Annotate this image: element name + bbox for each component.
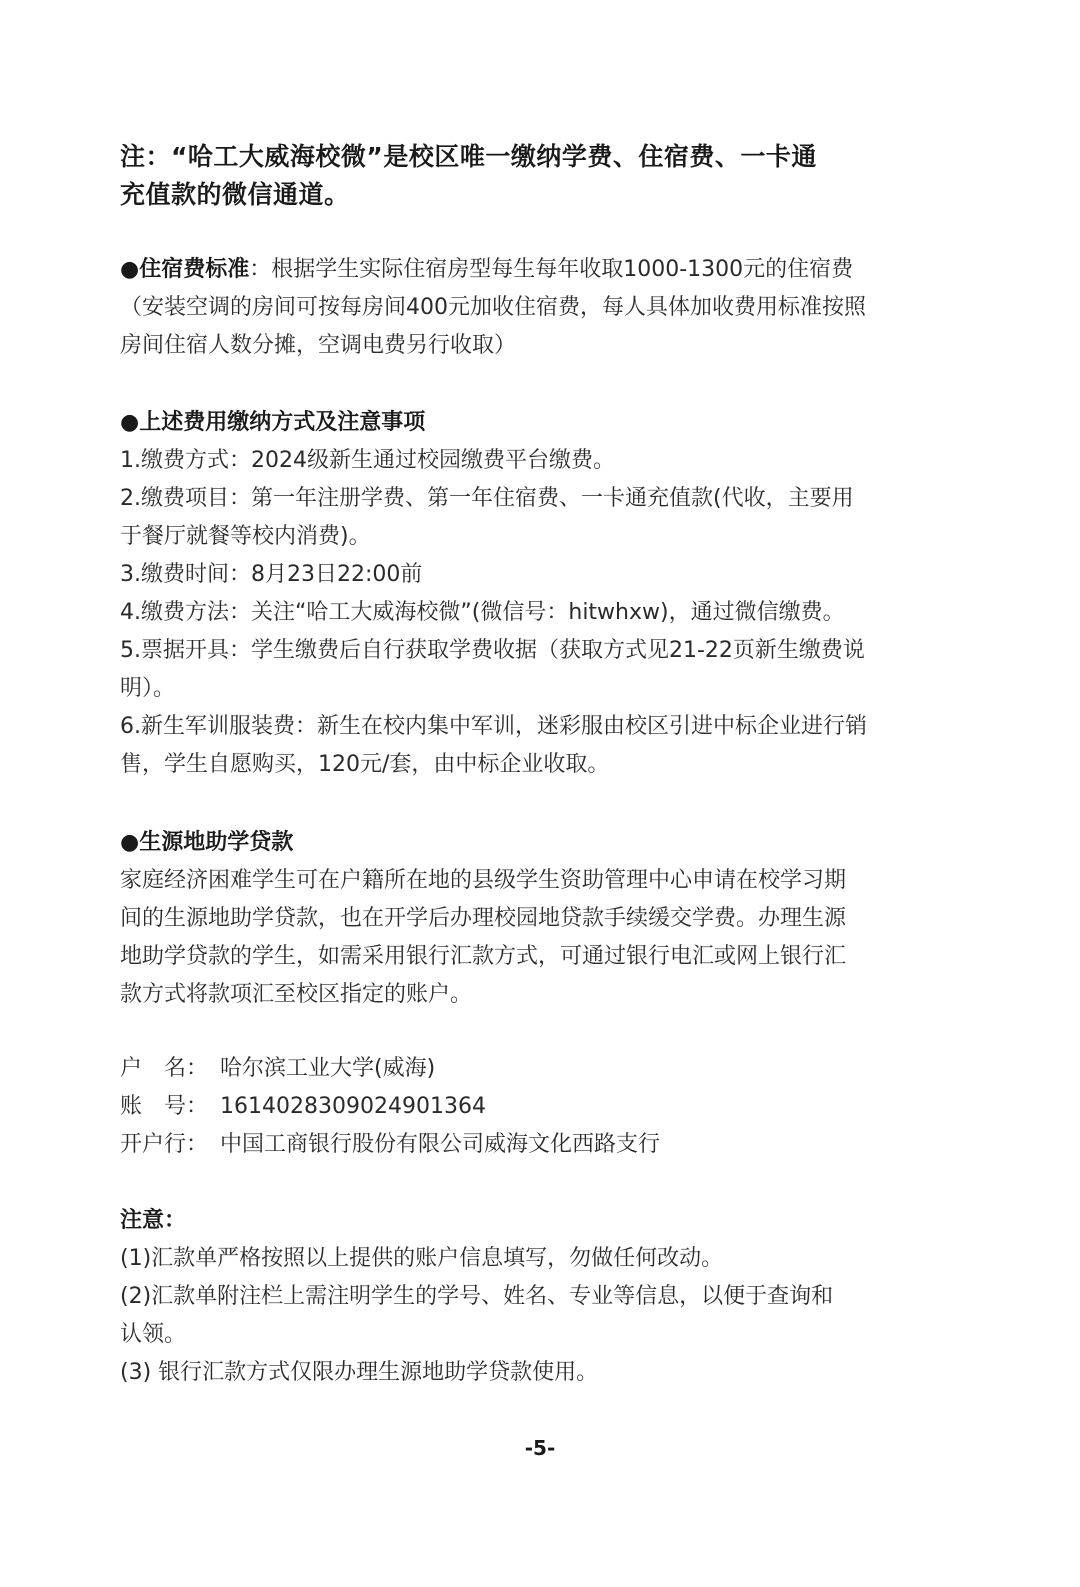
attention-line: (3) 银行汇款方式仅限办理生源地助学贷款使用。 [120, 1360, 599, 1385]
payment-item: 4.缴费方法：关注“哈工大威海校微”(微信号：hitwhxw)，通过微信缴费。 [120, 600, 845, 625]
note-heading [120, 138, 950, 214]
accommodation-section [120, 251, 950, 365]
account-number-value: 1614028309024901364 [220, 1094, 486, 1119]
payment-section [120, 404, 950, 784]
accommodation-first-line [120, 251, 950, 289]
page-number: -5- [524, 1436, 556, 1460]
bullet-icon: ● [120, 257, 140, 282]
loan-line: 家庭经济困难学生可在户籍所在地的县级学生资助管理中心申请在校学习期 [120, 868, 847, 893]
payment-item: 1.缴费方式：2024级新生通过校园缴费平台缴费。 [120, 448, 615, 473]
account-name-value: 哈尔滨工业大学(威海) [220, 1056, 436, 1081]
accommodation-line: （安装空调的房间可按每房间400元加收住宿费，每人具体加收费用标准按照 [120, 295, 866, 320]
payment-item: 2.缴费项目：第一年注册学费、第一年住宿费、一卡通充值款(代收，主要用 [120, 486, 854, 511]
payment-title: ●上述费用缴纳方式及注意事项 [120, 410, 426, 435]
attention-line: (2)汇款单附注栏上需注明学生的学号、姓名、专业等信息，以便于查询和 [120, 1284, 834, 1309]
account-number-row [120, 1088, 950, 1126]
payment-item: 明）。 [120, 676, 176, 701]
payment-item: 6.新生军训服装费：新生在校内集中军训，迷彩服由校区引进中标企业进行销 [120, 714, 867, 739]
accommodation-line: 房间住宿人数分摊，空调电费另行收取） [120, 333, 517, 358]
account-number-label: 账 号： [120, 1094, 209, 1119]
attention-line: (1)汇款单严格按照以上提供的账户信息填写，勿做任何改动。 [120, 1246, 724, 1271]
account-bank-label: 开户行： [120, 1132, 209, 1157]
accommodation-text: 根据学生实际住宿房型每生每年收取1000-1300元的住宿费 [271, 257, 854, 282]
account-name-label: 户 名： [120, 1056, 209, 1081]
accommodation-colon: ： [249, 257, 272, 282]
loan-line: 款方式将款项汇至校区指定的账户。 [120, 982, 473, 1007]
attention-line: 认领。 [120, 1322, 187, 1347]
note-line: 充值款的微信通道。 [120, 180, 350, 209]
loan-section [120, 824, 950, 1014]
attention-title: 注意： [120, 1208, 187, 1233]
account-info [120, 1050, 950, 1164]
loan-line: 地助学贷款的学生，如需采用银行汇款方式，可通过银行电汇或网上银行汇 [120, 944, 847, 969]
payment-item: 3.缴费时间：8月23日22:00前 [120, 562, 423, 587]
note-line: 注：“哈工大威海校微”是校区唯一缴纳学费、住宿费、一卡通 [120, 142, 817, 171]
account-bank-row [120, 1126, 950, 1164]
payment-item: 于餐厅就餐等校内消费)。 [120, 524, 371, 549]
account-name-row [120, 1050, 950, 1088]
loan-line: 间的生源地助学贷款，也在开学后办理校园地贷款手续缓交学费。办理生源 [120, 906, 847, 931]
account-bank-value: 中国工商银行股份有限公司威海文化西路支行 [220, 1132, 661, 1157]
loan-title: ●生源地助学贷款 [120, 830, 294, 855]
payment-item: 售，学生自愿购买，120元/套，由中标企业收取。 [120, 752, 610, 777]
payment-item: 5.票据开具：学生缴费后自行获取学费收据（获取方式见21-22页新生缴费说 [120, 638, 865, 663]
attention-section [120, 1202, 950, 1392]
accommodation-title: 住宿费标准 [139, 257, 250, 282]
